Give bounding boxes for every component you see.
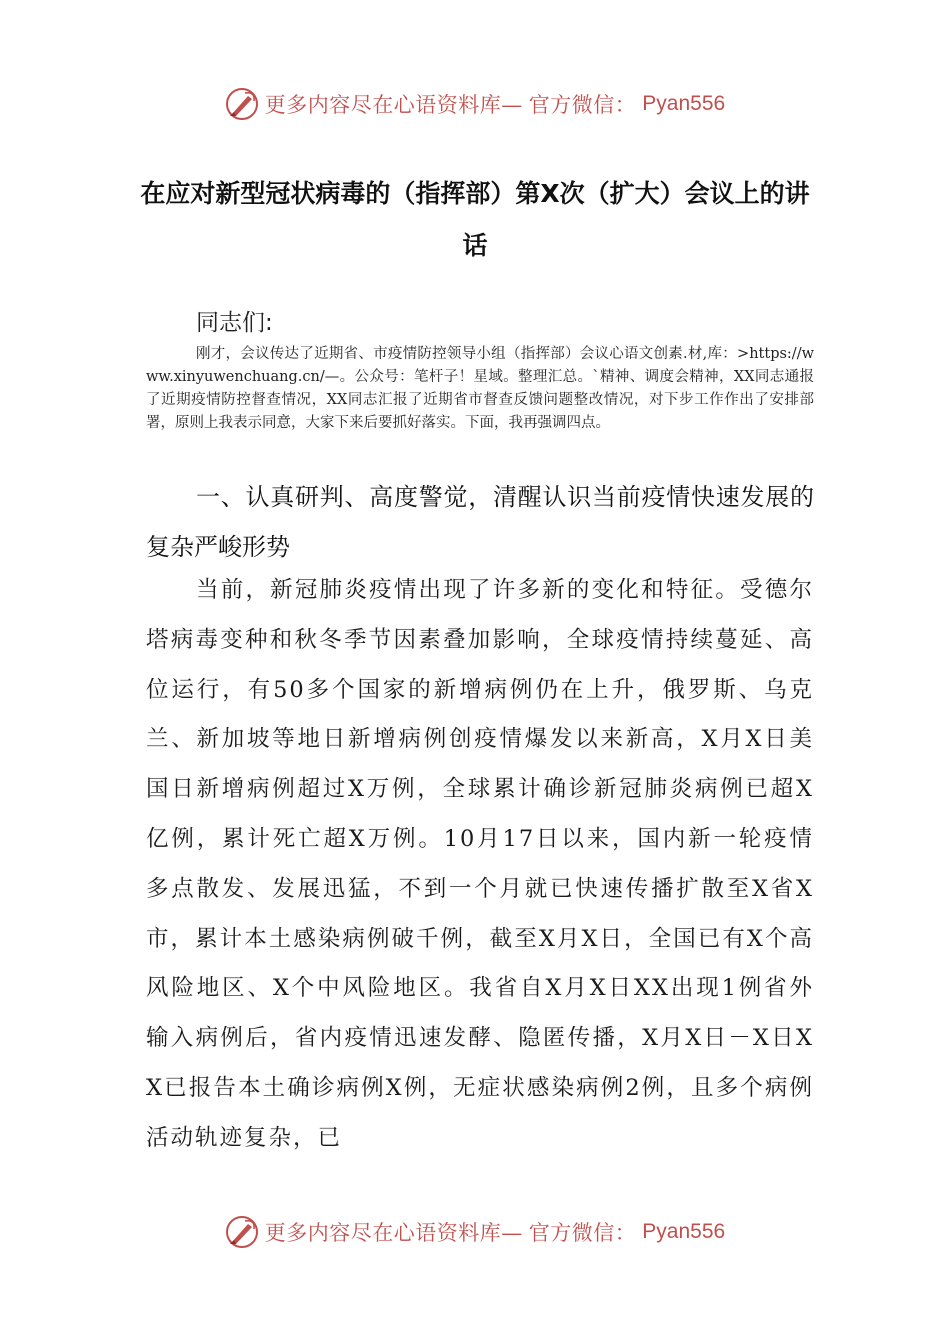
pen-logo-icon [225,87,259,121]
document-title: 在应对新型冠状病毒的（指挥部）第X次（扩大）会议上的讲话 [140,179,810,260]
pen-logo-icon [225,1215,259,1249]
greeting: 同志们: [196,310,273,336]
header-watermark [0,82,950,126]
section-heading-1: 一、认真研判、高度警觉，清醒认识当前疫情快速发展的复杂严峻形势 [146,483,814,561]
watermark-text: 更多内容尽在心语资料库— [264,1221,523,1245]
watermark-text: 更多内容尽在心语资料库— [264,93,523,117]
watermark-wechat-label: 官方微信： [528,93,637,117]
watermark-account: Pyan556 [642,92,726,115]
watermark-wechat-label: 官方微信： [528,1221,637,1245]
footer-watermark [0,1210,950,1254]
intro-paragraph: 刚才，会议传达了近期省、市疫情防控领导小组（指挥部）会议心语文创素.材,库：>https://www.xinyuwenchuang.cn/—。公众号：笔杆子！星域。整理汇总。`精神、调度会精神，XX同志通报了近期疫情防控督查情况，XX同志汇报了近期省市督查反馈问题整改情况，对下步工作作出了安排部署，原则上我表示同意，大家下来后要抓好落实。下面，我再强调四点。 [146,346,814,431]
section-body-1: 当前，新冠肺炎疫情出现了许多新的变化和特征。受德尔塔病毒变种和秋冬季节因素叠加影响，全球疫情持续蔓延、高位运行，有50多个国家的新增病例仍在上升，俄罗斯、乌克兰、新加坡等地日新增病例创疫情爆发以来新高，X月X日美国日新增病例超过X万例，全球累计确诊新冠肺炎病例已超X亿例，累计死亡超X万例。10月17日以来，国内新一轮疫情多点散发、发展迅猛，不到一个月就已快速传播扩散至X省X市，累计本土感染病例破千例，截至X月X日，全国已有X个高风险地区、X个中风险地区。我省自X月X日XX出现1例省外输入病例后，省内疫情迅速发酵、隐匿传播，X月X日－X日XX已报告本土确诊病例X例，无症状感染病例2例，且多个病例活动轨迹复杂，已 [146,577,814,1151]
watermark-account: Pyan556 [642,1220,726,1243]
